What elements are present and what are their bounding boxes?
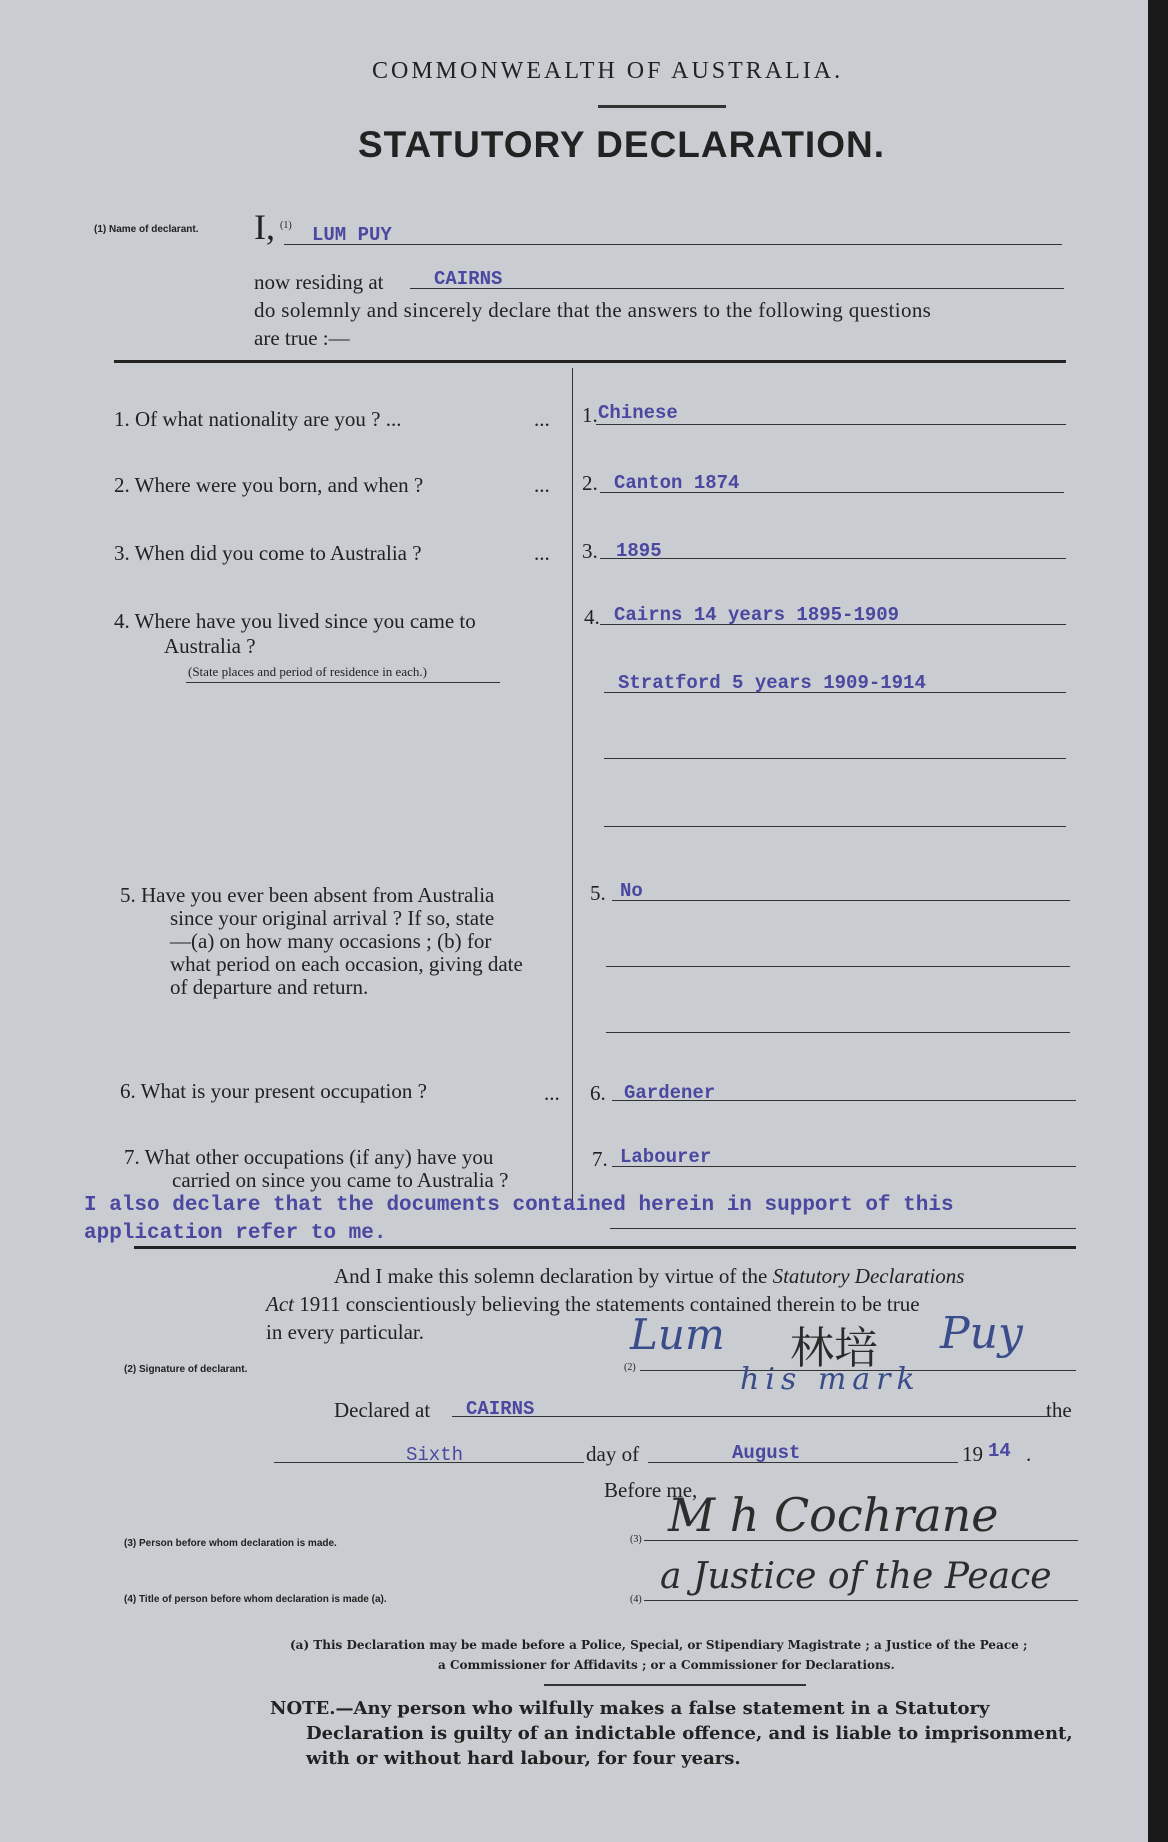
answer-3-line [600, 558, 1066, 559]
question-5-line1: 5. Have you ever been absent from Australia [120, 883, 495, 907]
footnote-line2: a Commissioner for Affidavits ; or a Commissioner for Declarations. [438, 1658, 895, 1672]
question-1-dots: ... [534, 407, 550, 431]
chinese-signature: 林培 [790, 1323, 878, 1374]
footnote-line1: (a) This Declaration may be made before a Police, Special, or Stipendiary Magistrate ; a Justice of the Peace ; [290, 1638, 1028, 1652]
his-mark: his mark [740, 1362, 921, 1397]
question-4: 4. Where have you lived since you came to [114, 609, 476, 633]
answer-5: No [620, 880, 643, 902]
note-line2: Declaration is guilty of an indictable offence, and is liable to imprisonment, [306, 1723, 1073, 1744]
answer-7-num: 7. [592, 1147, 608, 1171]
solemn-line1: And I make this solemn declaration by virtue of the Statutory Declarations [334, 1264, 965, 1288]
section-rule-bottom [134, 1246, 1076, 1249]
declared-place: CAIRNS [466, 1398, 535, 1420]
question-4-note-underline [186, 682, 500, 683]
question-5 [120, 884, 523, 999]
ref-3: (3) [630, 1534, 642, 1545]
answer-2-num: 2. [582, 471, 598, 495]
answer-1: Chinese [598, 402, 678, 424]
declarant-name: LUM PUY [312, 224, 392, 246]
answer-3-num: 3. [582, 539, 598, 563]
question-5-line3: —(a) on how many occasions ; (b) for [170, 929, 492, 953]
answer-6-line [612, 1100, 1076, 1101]
jp-signature: M h Cochrane [668, 1488, 999, 1542]
ref-4: (4) [630, 1594, 642, 1605]
header-rule [598, 105, 726, 108]
answer-2: Canton 1874 [614, 472, 740, 494]
answer-1-num: 1. [582, 403, 598, 427]
answer-7-line [612, 1166, 1076, 1167]
note-line1: NOTE.—Any person who wilfully makes a false statement in a Statutory [270, 1698, 990, 1719]
question-7-line2: carried on since you came to Australia ? [172, 1168, 509, 1192]
question-7: 7. What other occupations (if any) have you [124, 1145, 494, 1169]
declarant-signature: Lum [630, 1310, 725, 1359]
answer-3: 1895 [616, 540, 662, 562]
also-declare-line1: I also declare that the documents contained herein in support of this [84, 1194, 954, 1217]
year-dot: . [1026, 1442, 1032, 1466]
ref-1: (1) [280, 220, 292, 231]
question-3-dots: ... [534, 541, 550, 565]
answer-1-line [596, 424, 1066, 425]
month-line [648, 1462, 958, 1463]
declared-month: August [732, 1442, 801, 1464]
question-4-note: (State places and period of residence in each.) [188, 664, 427, 679]
solemn-line3: in every particular. [266, 1320, 425, 1344]
question-1: 1. Of what nationality are you ? ... [114, 407, 402, 431]
country-heading: COMMONWEALTH OF AUSTRALIA. [372, 58, 844, 84]
solemn-line2: Act 1911 conscientiously believing the statements contained therein to be true [266, 1292, 920, 1316]
question-5-line4: what period on each occasion, giving date [170, 952, 523, 976]
question-5-line5: of departure and return. [170, 975, 369, 999]
residence: CAIRNS [434, 268, 503, 290]
answer-4-line [600, 624, 1066, 625]
answer-5-line-2 [606, 966, 1070, 967]
answer-7-line-2 [610, 1228, 1076, 1229]
answer-2-line [600, 492, 1064, 493]
answer-6-num: 6. [590, 1081, 606, 1105]
footnote-rule [544, 1684, 806, 1686]
margin-title-label: (4) Title of person before whom declaration is made (a). [124, 1594, 387, 1605]
residence-line [410, 288, 1064, 289]
question-3: 3. When did you come to Australia ? [114, 541, 422, 565]
before-me-label: Before me, [604, 1478, 698, 1502]
answer-6: Gardener [624, 1082, 716, 1104]
answer-5-line-3 [606, 1032, 1070, 1033]
section-rule-top [114, 360, 1066, 363]
document-title: STATUTORY DECLARATION. [358, 124, 885, 165]
question-2: 2. Where were you born, and when ? [114, 473, 424, 497]
declarant-signature-last: Puy [940, 1308, 1023, 1359]
answer-5-num: 5. [590, 881, 606, 905]
margin-name-label: (1) Name of declarant. [94, 224, 199, 235]
answer-4-line2: Stratford 5 years 1909-1914 [618, 672, 926, 694]
declare-text-2: are true :— [254, 326, 350, 350]
question-5-line2: since your original arrival ? If so, state [170, 906, 495, 930]
answer-4-line-4 [604, 826, 1066, 827]
ref-2: (2) [624, 1362, 636, 1373]
margin-signature-label: (2) Signature of declarant. [124, 1364, 248, 1375]
answer-4: Cairns 14 years 1895-1909 [614, 604, 900, 626]
residing-label: now residing at [254, 270, 384, 294]
question-2-dots: ... [534, 473, 550, 497]
also-declare-line2: application refer to me. [84, 1222, 387, 1245]
declared-line [452, 1416, 1048, 1417]
jp-title: a Justice of the Peace [660, 1556, 1052, 1597]
i-prefix: I, [254, 207, 275, 247]
answer-4-line-3 [604, 758, 1066, 759]
question-6: 6. What is your present occupation ? [120, 1079, 427, 1103]
note-line3: with or without hard labour, for four years. [306, 1748, 741, 1769]
the-word: the [1046, 1398, 1072, 1422]
declared-day: Sixth [406, 1444, 464, 1466]
name-line [284, 244, 1062, 245]
margin-person-label: (3) Person before whom declaration is made. [124, 1538, 337, 1549]
answer-4-num: 4. [584, 605, 600, 629]
answer-4-line-2 [604, 692, 1066, 693]
year-suffix: 14 [988, 1440, 1011, 1462]
day-of-label: day of [586, 1442, 640, 1466]
question-6-dots: ... [544, 1081, 560, 1105]
column-divider [572, 368, 573, 1208]
title-line [644, 1600, 1078, 1601]
declare-text-1: do solemnly and sincerely declare that the answers to the following questions [254, 298, 932, 322]
answer-5-line [612, 900, 1070, 901]
answer-7: Labourer [620, 1146, 712, 1168]
declared-at-label: Declared at [334, 1398, 431, 1422]
year-prefix: 19 [962, 1442, 983, 1466]
question-4-line2: Australia ? [164, 634, 256, 658]
